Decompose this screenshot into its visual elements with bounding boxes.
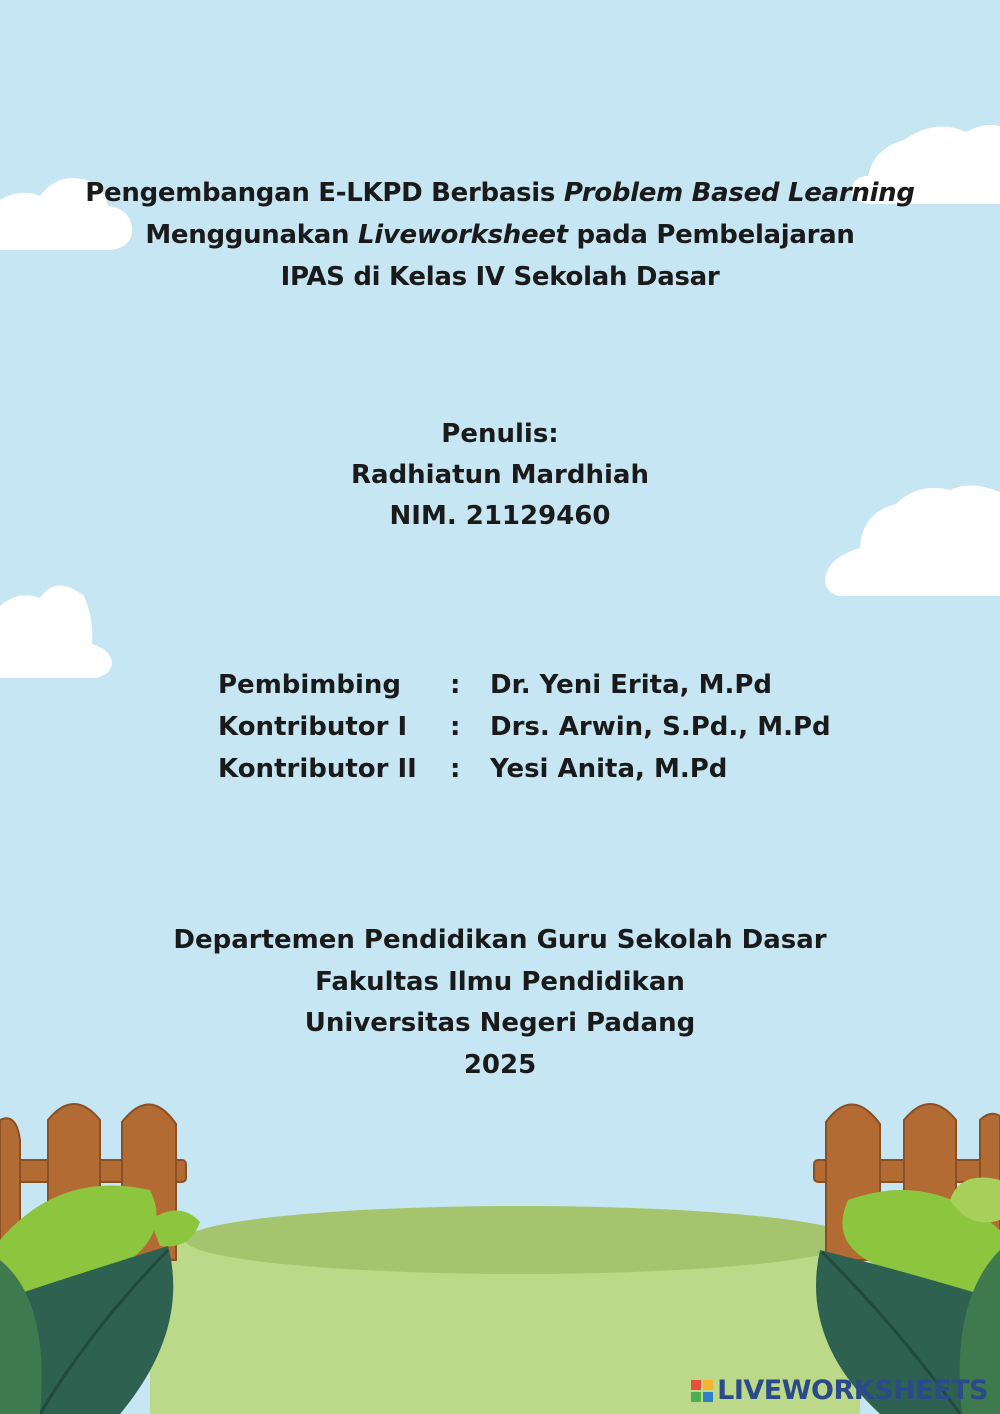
watermark-text: LIVEWORKSHEETS [717, 1375, 988, 1406]
title-line-3: IPAS di Kelas IV Sekolah Dasar [280, 262, 720, 292]
grass-mound [185, 1206, 855, 1274]
publication-year: 2025 [463, 1049, 537, 1080]
institution-block [0, 920, 1000, 1086]
contributor-name: Dr. Yeni Erita, M.Pd [490, 670, 772, 700]
title-line-2-text-a: Menggunakan [145, 220, 358, 250]
title-line-1-italic: Problem Based Learning [563, 178, 915, 208]
title-line-2-italic: Liveworksheet [357, 220, 568, 250]
document-title [0, 172, 1000, 298]
contributor-row [218, 748, 831, 790]
department-name: Departemen Pendidikan Guru Sekolah Dasar [173, 925, 827, 955]
title-line-1 [0, 172, 1000, 214]
author-name: Radhiatun Mardhiah [351, 460, 649, 490]
title-line-1-text: Pengembangan E-LKPD Berbasis [85, 178, 564, 208]
author-nim: NIM. 21129460 [389, 501, 611, 531]
cloud-mid-left [0, 585, 112, 678]
contributor-role: Kontributor II [218, 754, 417, 784]
contributor-name: Yesi Anita, M.Pd [490, 754, 728, 784]
faculty-name: Fakultas Ilmu Pendidikan [315, 966, 685, 997]
contributor-name: Drs. Arwin, S.Pd., M.Pd [490, 712, 831, 742]
contributor-colon: : [450, 670, 461, 700]
contributor-colon: : [450, 754, 461, 784]
contributor-role: Kontributor I [218, 712, 408, 742]
title-line-2 [0, 214, 1000, 256]
contributor-colon: : [450, 712, 461, 742]
university-name: Universitas Negeri Padang [304, 1008, 696, 1038]
author-block [0, 414, 1000, 537]
title-line-2-text-b: pada Pembelajaran [567, 220, 855, 250]
liveworksheets-logo-icon [691, 1380, 713, 1402]
author-label: Penulis: [441, 419, 559, 449]
contributor-row [218, 664, 831, 706]
contributors-table [218, 664, 831, 790]
liveworksheets-watermark [691, 1375, 988, 1406]
contributor-role: Pembimbing [218, 670, 402, 700]
contributor-row [218, 706, 831, 748]
